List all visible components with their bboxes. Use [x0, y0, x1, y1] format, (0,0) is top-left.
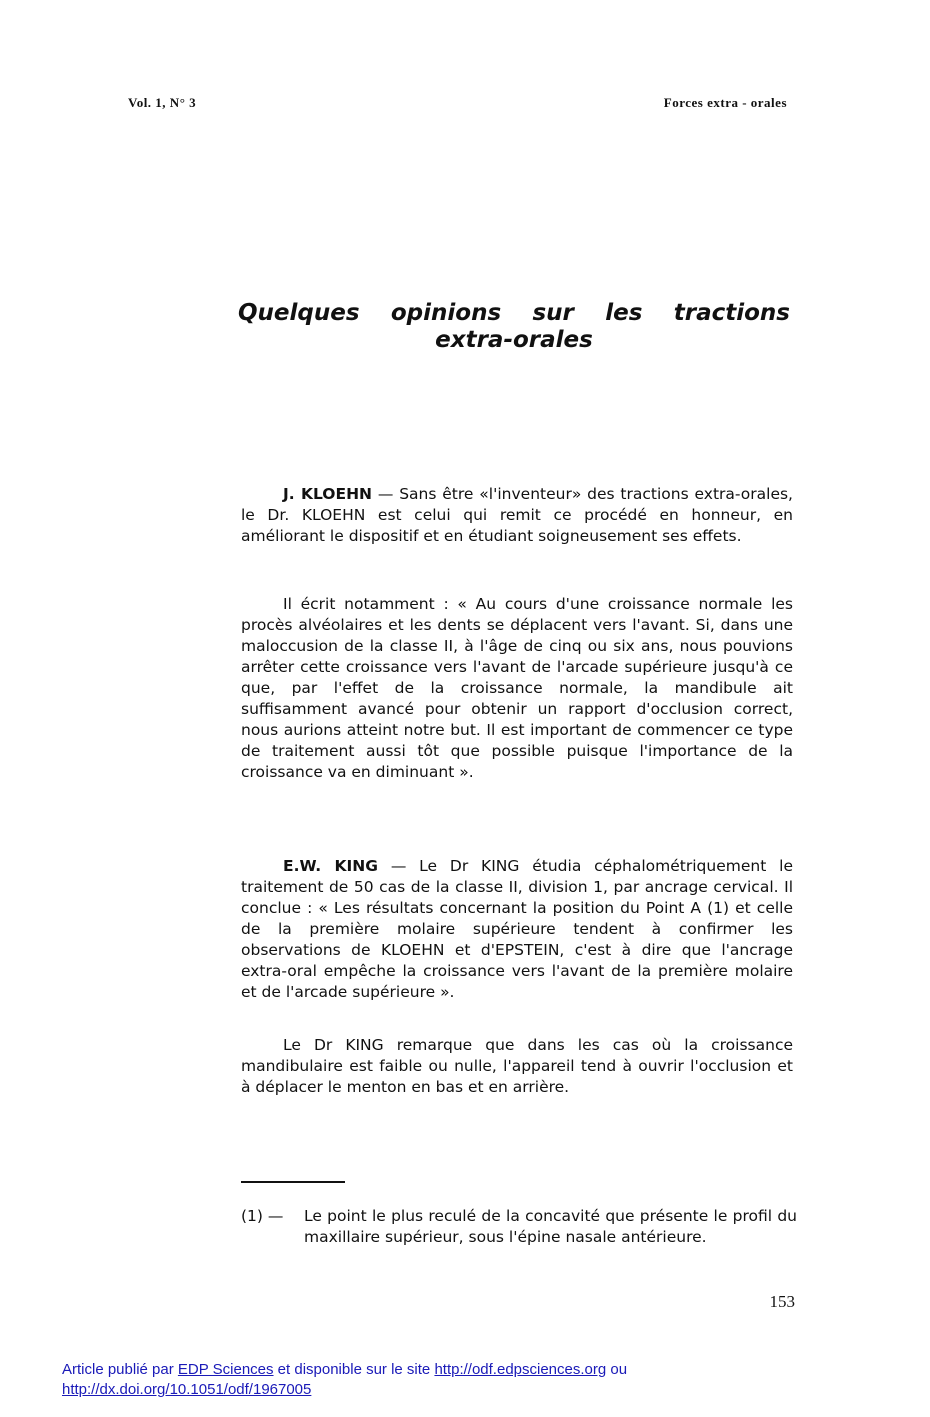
footnote-marker: (1) — [241, 1207, 284, 1225]
title-word: Quelques [238, 300, 360, 326]
title-line-1 [238, 300, 790, 327]
title-word: opinions [390, 300, 502, 326]
credit-middle: et disponible sur le site [273, 1361, 435, 1378]
doi-link[interactable]: http://dx.doi.org/10.1051/odf/1967005 [62, 1381, 312, 1398]
article-title [238, 300, 790, 354]
author-name: J. KLOEHN [283, 485, 373, 503]
publisher-credit [62, 1360, 627, 1400]
publisher-link[interactable]: EDP Sciences [177, 1361, 274, 1378]
credit-prefix: Article publié par [62, 1361, 178, 1378]
king-remark-paragraph [241, 1035, 793, 1098]
running-header-title: Forces extra - orales [663, 95, 787, 110]
paragraph-text: — Sans être «l'inventeur» des tractions extra-orales, le Dr. KLOEHN est celui qui remit ce procédé en honneur, en améliorant le dispositif et en étudiant soigneusement ses effets. [241, 485, 793, 545]
author-name: E.W. KING [283, 857, 378, 875]
title-word: les [605, 300, 643, 326]
king-paragraph [241, 856, 793, 1003]
page-number: 153 [769, 1292, 795, 1311]
title-word: sur [532, 300, 574, 326]
footnote-divider [241, 1181, 345, 1183]
paragraph-text: Il écrit notamment : « Au cours d'une croissance normale les procès alvéolaires et les dents se déplacent vers l'avant. Si, dans une maloccusion de la classe II, à l'âge de cinq ou six ans, nous pouvions arrêter cette croissance vers l'avant de l'arcade supérieure jusqu'à ce que, par l'effet de la croissance normale, la mandibule ait suffisamment avancé pour obtenir un rapport d'occlusion correct, nous aurions atteint notre but. Il est important de commencer ce type de traitement aussi tôt que possible puisque l'importance de la croissance va en diminuant ». [241, 595, 793, 781]
credit-suffix: ou [606, 1361, 628, 1378]
footnote [241, 1206, 797, 1248]
title-word: tractions [673, 300, 790, 326]
kloehn-quote-paragraph [241, 594, 793, 783]
paragraph-text: — Le Dr KING étudia céphalométriquement le traitement de 50 cas de la classe II, division 1, par ancrage cervical. Il conclue : « Les résultats concernant la position du Point A (1) et celle de la première molaire supérieure tendent à confirmer les observations de KLOEHN et d'EPSTEIN, c'est à dire que l'ancrage extra-oral empêche la croissance vers l'avant de la première molaire et de l'arcade supérieure ». [241, 857, 793, 1001]
kloehn-paragraph [241, 484, 793, 547]
running-header-volume: Vol. 1, N° 3 [128, 95, 197, 110]
site-link[interactable]: http://odf.edpsciences.org [434, 1361, 607, 1378]
title-line-2: extra-orales [435, 327, 593, 353]
paragraph-text: Le Dr KING remarque que dans les cas où la croissance mandibulaire est faible ou nulle, l'appareil tend à ouvrir l'occlusion et à déplacer le menton en bas et en arrière. [241, 1036, 793, 1096]
footnote-text: Le point le plus reculé de la concavité que présente le profil du maxillaire supérieur, sous l'épine nasale antérieure. [304, 1207, 797, 1246]
